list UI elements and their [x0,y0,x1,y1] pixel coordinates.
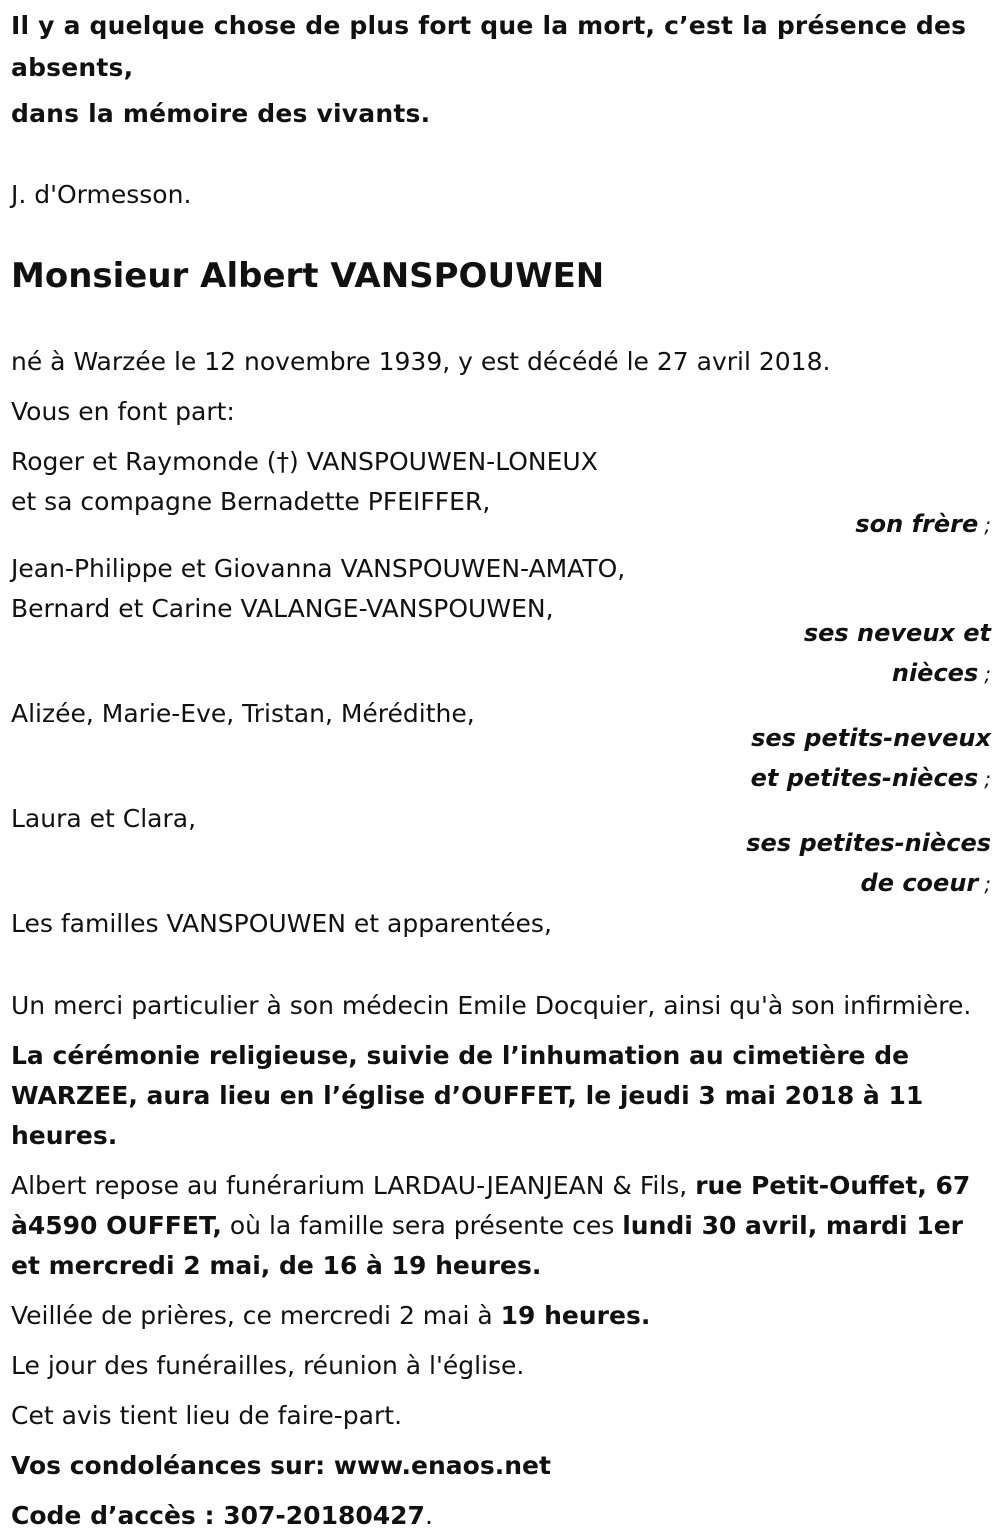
family-line: Jean-Philippe et Giovanna VANSPOUWEN-AMATO, [11,554,626,583]
relation-separator: ; [984,662,991,686]
funerarium-paragraph [11,1166,991,1286]
vigil-line [11,1296,991,1336]
notice-line: Cet avis tient lieu de faire-part. [11,1401,403,1430]
quote-line-1: Il y a quelque chose de plus fort que la mort, c’est la présence des absents, [11,11,967,82]
family-group [11,799,991,904]
family-group [11,694,991,799]
family-line: Alizée, Marie-Eve, Tristan, Mérédithe, [11,699,475,728]
family-group [11,442,991,545]
deceased-name-title: Monsieur Albert VANSPOUWEN [11,256,605,296]
funerarium-text: Albert repose au funérarium LARDAU-JEANJEAN & Fils, [11,1171,696,1200]
vigil-time: 19 heures. [500,1301,651,1330]
family-line: Bernard et Carine VALANGE-VANSPOUWEN, [11,594,554,623]
families-line: Les familles VANSPOUWEN et apparentées, [11,909,552,938]
quote-author: J. d'Ormesson. [11,180,192,209]
thanks-paragraph: Un merci particulier à son médecin Emile Docquier, ainsi qu'à son infirmière. [11,991,972,1020]
relation-text: et petites-nièces [750,764,979,792]
relation-text: de coeur [860,869,979,897]
funerarium-text: où la famille sera présente ces [221,1211,623,1240]
family-group [11,549,991,694]
access-code-line [11,1496,991,1536]
relation-separator: ; [984,872,991,896]
relation-text: ses petits-neveux [751,724,991,752]
visiting-hours: lundi 30 avril, mardi 1er et mercredi 2 mai, de 16 à 19 heures. [11,1211,963,1280]
relation-separator: ; [984,767,991,791]
relation-text: ses neveux et [803,619,991,647]
family-line: et sa compagne Bernadette PFEIFFER, [11,487,491,516]
quote-line-2: dans la mémoire des vivants. [11,99,431,128]
relation-text: nièces [891,659,979,687]
access-code-tail: . [424,1501,433,1530]
condolences-line: Vos condoléances sur: www.enaos.net [11,1451,551,1480]
vigil-text: Veillée de prières, ce mercredi 2 mai à [11,1301,501,1330]
funerarium-address: rue Petit-Ouffet, 67 à4590 OUFFET, [11,1171,971,1240]
church-meeting-line: Le jour des funérailles, réunion à l'église. [11,1351,525,1380]
ceremony-paragraph: La cérémonie religieuse, suivie de l’inhumation au cimetière de WARZEE, aura lieu en l’église d’OUFFET, le jeudi 3 mai 2018 à 11 heures. [11,1041,924,1150]
relation-text: son frère [855,510,979,538]
access-code: Code d’accès : 307-20180427 [11,1501,425,1530]
birth-death-line: né à Warzée le 12 novembre 1939, y est décédé le 27 avril 2018. [11,347,831,376]
relation-separator: ; [984,513,991,537]
intro-line: Vous en font part: [11,397,235,426]
relation-text: ses petites-nièces [746,829,991,857]
family-line: Laura et Clara, [11,804,197,833]
obituary-document [11,5,991,1536]
family-line: Roger et Raymonde (†) VANSPOUWEN-LONEUX [11,447,598,476]
